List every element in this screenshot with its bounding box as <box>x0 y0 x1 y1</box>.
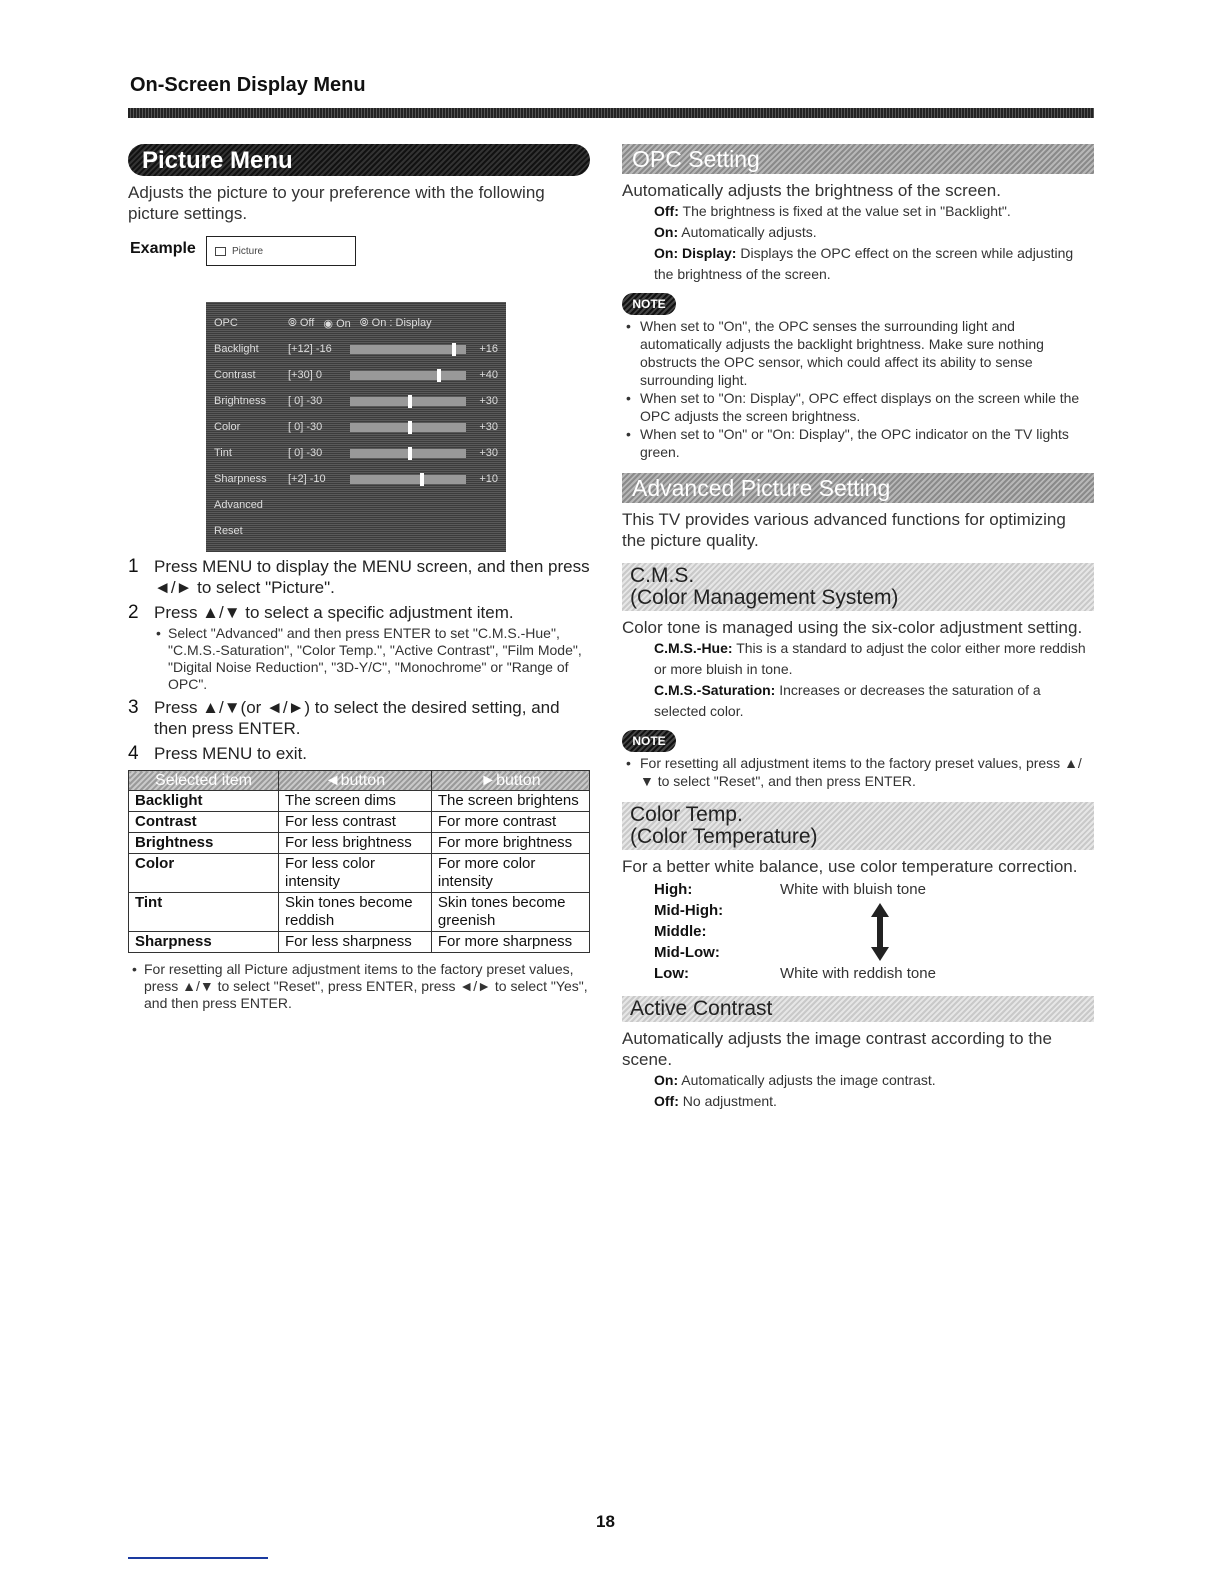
table-cell-left: For less sharpness <box>279 932 432 953</box>
osd-opc-row <box>214 310 498 336</box>
osd-opc-label: OPC <box>214 317 238 329</box>
step-number: 3 <box>128 697 139 718</box>
step-number: 4 <box>128 743 139 764</box>
table-cell-item: Color <box>129 854 279 893</box>
step-3 <box>128 697 594 739</box>
cms-title-line2: (Color Management System) <box>630 586 899 609</box>
osd-slider-range: [+2] -10 <box>288 473 326 485</box>
osd-slider-label: Color <box>214 421 241 433</box>
cms-notes <box>622 754 1094 790</box>
step-2 <box>128 602 594 693</box>
osd-slider-max: +40 <box>479 369 498 381</box>
table-header: ◄button <box>279 771 432 791</box>
table-cell-right: Skin tones become greenish <box>431 893 589 932</box>
table-header-row <box>129 771 590 791</box>
opc-note-badge: NOTE <box>622 293 676 315</box>
osd-slider-thumb <box>408 421 412 434</box>
table-row <box>129 854 590 893</box>
cms-title-line1: C.M.S. <box>630 564 695 587</box>
table-cell-item: Brightness <box>129 833 279 854</box>
osd-slider-thumb <box>408 395 412 408</box>
osd-advanced: Advanced <box>214 499 263 511</box>
opc-option-on: On: Automatically adjusts. <box>654 224 817 240</box>
osd-slider-thumb <box>437 369 441 382</box>
osd-slider-thumb <box>452 343 456 356</box>
osd-slider-label: Sharpness <box>214 473 267 485</box>
osd-reset: Reset <box>214 525 243 537</box>
osd-slider-bar <box>350 345 466 354</box>
cms-option-saturation: C.M.S.-Saturation: Increases or decreases the saturation of a selected color. <box>654 682 1041 719</box>
cms-intro: Color tone is managed using the six-color adjustment setting. <box>622 618 1083 637</box>
osd-slider-label: Tint <box>214 447 232 459</box>
opc-note-item: • When set to "On", the OPC senses the surrounding light and automatically adjusts the backlight brightness. Make sure nothing obstructs the OPC sensor, which could affect its ability to sense surrounding light. <box>622 317 1094 389</box>
footer-rule <box>128 1557 268 1559</box>
table-cell-right: For more color intensity <box>431 854 589 893</box>
table-cell-right: The screen brightens <box>431 791 589 812</box>
osd-slider-row <box>214 336 498 362</box>
header-rule <box>128 108 1094 118</box>
table-cell-left: For less brightness <box>279 833 432 854</box>
table-cell-right: For more sharpness <box>431 932 589 953</box>
table-row <box>129 812 590 833</box>
osd-opc-off: ⦾ Off <box>288 316 315 329</box>
osd-slider-max: +30 <box>479 447 498 459</box>
step-text: Press MENU to display the MENU screen, and then press ◄/► to select "Picture". <box>154 557 590 597</box>
cms-note-badge: NOTE <box>622 730 676 752</box>
temp-level-desc <box>780 921 1094 942</box>
left-column <box>128 144 594 1012</box>
table-row <box>129 833 590 854</box>
step-text: Press ▲/▼(or ◄/►) to select the desired setting, and then press ENTER. <box>154 698 560 738</box>
picture-icon <box>215 247 226 256</box>
table-cell-left: For less contrast <box>279 812 432 833</box>
osd-slider-range: [+30] 0 <box>288 369 322 381</box>
temp-level-mid-low: Mid-Low: <box>654 944 720 961</box>
advanced-intro: This TV provides various advanced functions for optimizing the picture quality. <box>622 510 1066 550</box>
color-temp-title-line2: (Color Temperature) <box>630 825 818 848</box>
step-text: Press MENU to exit. <box>154 744 308 763</box>
cms-title <box>622 563 1094 611</box>
cms-option-hue: C.M.S.-Hue: This is a standard to adjust the color either more reddish or more bluish in tone. <box>654 640 1086 677</box>
page-number: 18 <box>596 1512 615 1531</box>
page-header: On-Screen Display Menu <box>130 74 366 96</box>
active-contrast-on: On: Automatically adjusts the image contrast. <box>654 1072 936 1088</box>
osd-slider-bar <box>350 449 466 458</box>
osd-slider-label: Backlight <box>214 343 259 355</box>
color-temp-intro: For a better white balance, use color temperature correction. <box>622 857 1078 876</box>
cms-options <box>622 638 1094 722</box>
opc-option-on-display: On: Display: Displays the OPC effect on the screen while adjusting the brightness of the screen. <box>654 245 1074 282</box>
color-temp-title-line1: Color Temp. <box>630 803 743 826</box>
active-contrast-options <box>622 1070 1094 1112</box>
osd-opc-on-display: ⦾ On : Display <box>356 316 432 329</box>
osd-slider-range: [ 0] -30 <box>288 395 323 407</box>
temp-level-desc: White with bluish tone <box>780 881 926 898</box>
example-tab <box>206 236 356 266</box>
example-figure <box>128 234 594 537</box>
osd-slider-bar <box>350 423 466 432</box>
table-cell-item: Contrast <box>129 812 279 833</box>
osd-slider-max: +16 <box>479 343 498 355</box>
temp-level-mid-high: Mid-High: <box>654 902 724 919</box>
step-4 <box>128 743 594 764</box>
cms-note-item: • For resetting all adjustment items to the factory preset values, press ▲/▼ to select "Reset", and then press ENTER. <box>622 754 1094 790</box>
double-arrow-icon <box>870 903 890 961</box>
table-cell-item: Tint <box>129 893 279 932</box>
osd-slider-max: +30 <box>479 421 498 433</box>
osd-opc-on: ◉ On <box>320 317 351 330</box>
osd-slider-range: [ 0] -30 <box>288 421 323 433</box>
active-contrast-title <box>622 996 1094 1022</box>
osd-slider-range: [+12] -16 <box>288 343 332 355</box>
table-cell-left: Skin tones become reddish <box>279 893 432 932</box>
table-row <box>129 893 590 932</box>
picture-menu-title: Picture Menu <box>128 144 590 176</box>
active-contrast-intro: Automatically adjusts the image contrast according to the scene. <box>622 1029 1052 1069</box>
opc-intro: Automatically adjusts the brightness of the screen. <box>622 181 1001 200</box>
osd-slider-row <box>214 440 498 466</box>
osd-slider-row <box>214 466 498 492</box>
table-header: Selected item <box>129 771 279 791</box>
advanced-picture-title: Advanced Picture Setting <box>622 473 1094 503</box>
example-label: Example <box>130 240 196 257</box>
opc-notes <box>622 317 1094 461</box>
temp-level-high: High: <box>654 881 693 898</box>
temp-level-desc <box>780 942 1094 963</box>
osd-slider-bar <box>350 397 466 406</box>
example-tab-label: Picture <box>232 246 264 257</box>
color-temp-levels <box>622 879 1094 984</box>
osd-slider-row <box>214 414 498 440</box>
table-cell-left: For less color intensity <box>279 854 432 893</box>
osd-slider-thumb <box>408 447 412 460</box>
picture-menu-intro: Adjusts the picture to your preference with the following picture settings. <box>128 183 545 223</box>
osd-slider-bar <box>350 475 466 484</box>
osd-slider-bar <box>350 371 466 380</box>
osd-slider-row <box>214 388 498 414</box>
temp-level-desc: White with reddish tone <box>780 965 936 982</box>
osd-slider-max: +10 <box>479 473 498 485</box>
osd-slider-row <box>214 362 498 388</box>
osd-slider-label: Contrast <box>214 369 256 381</box>
opc-option-off: Off: The brightness is fixed at the value set in "Backlight". <box>654 203 1011 219</box>
opc-note-item: • When set to "On: Display", OPC effect displays on the screen while the OPC adjusts the screen brightness. <box>622 389 1094 425</box>
step-text: Press ▲/▼ to select a specific adjustment item. <box>154 603 514 622</box>
active-contrast-off: Off: No adjustment. <box>654 1093 777 1109</box>
table-row <box>129 932 590 953</box>
osd-slider-max: +30 <box>479 395 498 407</box>
steps-list <box>128 556 594 764</box>
table-cell-item: Backlight <box>129 791 279 812</box>
right-column <box>622 144 1094 1112</box>
osd-slider-range: [ 0] -30 <box>288 447 323 459</box>
temp-level-desc <box>780 900 1094 921</box>
osd-slider-thumb <box>420 473 424 486</box>
osd-slider-label: Brightness <box>214 395 266 407</box>
opc-note-item: • When set to "On" or "On: Display", the OPC indicator on the TV lights green. <box>622 425 1094 461</box>
adjustment-table <box>128 770 590 953</box>
temp-level-middle: Middle: <box>654 923 707 940</box>
reset-note: • For resetting all Picture adjustment items to the factory preset values, press ▲/▼ to select "Reset", press ENTER, press ◄/► to select "Yes", and then press ENTER. <box>128 961 594 1012</box>
step-sub-note: • Select "Advanced" and then press ENTER to set "C.M.S.-Hue", "C.M.S.-Saturation", "Color Temp.", "Active Contrast", "Film Mode", "Digital Noise Reduction", "3D-Y/C", "Monochrome" or "Range of OPC". <box>154 625 594 693</box>
step-number: 1 <box>128 556 139 577</box>
opc-options <box>622 201 1094 285</box>
temp-level-low: Low: <box>654 965 689 982</box>
step-number: 2 <box>128 602 139 623</box>
active-contrast-title-text: Active Contrast <box>630 997 773 1020</box>
table-cell-right: For more brightness <box>431 833 589 854</box>
table-header: ►button <box>431 771 589 791</box>
color-temp-title <box>622 802 1094 850</box>
opc-setting-title: OPC Setting <box>622 144 1094 174</box>
table-cell-item: Sharpness <box>129 932 279 953</box>
osd-screen <box>206 302 506 552</box>
step-1 <box>128 556 594 598</box>
table-cell-right: For more contrast <box>431 812 589 833</box>
table-row <box>129 791 590 812</box>
table-cell-left: The screen dims <box>279 791 432 812</box>
